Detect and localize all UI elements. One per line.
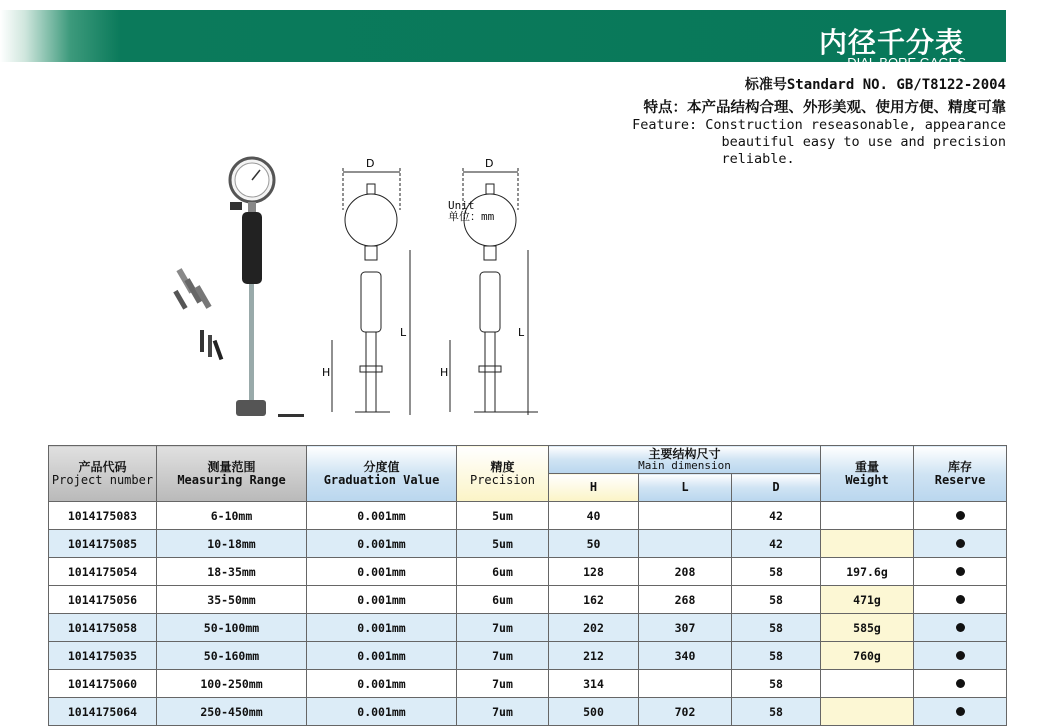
- cell-prec: 7um: [457, 614, 549, 642]
- cell-grad: 0.001mm: [307, 502, 457, 530]
- product-drawing: [160, 150, 560, 430]
- cell-d: 42: [732, 530, 821, 558]
- cell-weight: [821, 698, 914, 726]
- cell-l: 268: [639, 586, 732, 614]
- header-d: D: [732, 474, 821, 502]
- header-h: H: [549, 474, 639, 502]
- cell-reserve: [914, 670, 1007, 698]
- cell-l: [639, 530, 732, 558]
- cell-code: 1014175060: [49, 670, 157, 698]
- cell-l: 307: [639, 614, 732, 642]
- cell-range: 6-10mm: [157, 502, 307, 530]
- feature-en-line-3: reliable.: [721, 151, 795, 167]
- cell-code: 1014175058: [49, 614, 157, 642]
- cell-grad: 0.001mm: [307, 698, 457, 726]
- cell-reserve: [914, 558, 1007, 586]
- cell-reserve: [914, 698, 1007, 726]
- unit-label: [448, 200, 494, 222]
- table-row: [49, 642, 1007, 670]
- cell-h: 212: [549, 642, 639, 670]
- cell-reserve: [914, 502, 1007, 530]
- table-row: [49, 502, 1007, 530]
- cell-weight: 197.6g: [821, 558, 914, 586]
- cell-l: [639, 670, 732, 698]
- cell-weight: [821, 670, 914, 698]
- in-stock-dot: [956, 595, 965, 604]
- cell-h: 500: [549, 698, 639, 726]
- cell-prec: 5um: [457, 530, 549, 558]
- cell-range: 50-100mm: [157, 614, 307, 642]
- cell-h: 128: [549, 558, 639, 586]
- cell-range: 50-160mm: [157, 642, 307, 670]
- table-row: [49, 670, 1007, 698]
- cell-code: 1014175054: [49, 558, 157, 586]
- in-stock-dot: [956, 679, 965, 688]
- cell-d: 58: [732, 558, 821, 586]
- cell-reserve: [914, 530, 1007, 558]
- standard-number: 标准号Standard NO. GB/T8122-2004: [744, 77, 1006, 93]
- unit-cn: 单位：mm: [448, 210, 495, 223]
- cell-h: 40: [549, 502, 639, 530]
- title-cn: 内径千分表: [818, 26, 964, 59]
- cell-l: 702: [639, 698, 732, 726]
- cell-h: 202: [549, 614, 639, 642]
- cell-d: 58: [732, 614, 821, 642]
- cell-range: 100-250mm: [157, 670, 307, 698]
- cell-code: 1014175064: [49, 698, 157, 726]
- feature-en-line-1: Feature: Construction reseasonable, appearance: [632, 117, 1006, 133]
- cell-range: 10-18mm: [157, 530, 307, 558]
- in-stock-dot: [956, 567, 965, 576]
- cell-weight: 760g: [821, 642, 914, 670]
- cell-d: 58: [732, 698, 821, 726]
- drawing2-label-d: D: [485, 157, 494, 170]
- cell-l: [639, 502, 732, 530]
- header-reserve: 库存 Reserve: [914, 446, 1007, 502]
- cell-weight: 471g: [821, 586, 914, 614]
- accessory-rods: [173, 268, 223, 360]
- cell-reserve: [914, 642, 1007, 670]
- cell-code: 1014175035: [49, 642, 157, 670]
- cell-grad: 0.001mm: [307, 558, 457, 586]
- cell-prec: 7um: [457, 670, 549, 698]
- cell-prec: 6um: [457, 558, 549, 586]
- title-en: DIAL BORE GAGES: [847, 55, 966, 70]
- cell-reserve: [914, 614, 1007, 642]
- header-code: 产品代码 Project number: [49, 446, 157, 502]
- cell-d: 58: [732, 642, 821, 670]
- drawing2-label-h: H: [440, 366, 449, 379]
- cell-code: 1014175085: [49, 530, 157, 558]
- feature-en-line-2: beautiful easy to use and precision: [721, 134, 1006, 150]
- cell-range: 18-35mm: [157, 558, 307, 586]
- cell-d: 58: [732, 670, 821, 698]
- header-weight: 重量 Weight: [821, 446, 914, 502]
- cell-grad: 0.001mm: [307, 614, 457, 642]
- cell-code: 1014175056: [49, 586, 157, 614]
- header-precision: 精度 Precision: [457, 446, 549, 502]
- feature-cn: 特点：本产品结构合理、外形美观、使用方便、精度可靠: [643, 100, 1006, 116]
- cell-h: 314: [549, 670, 639, 698]
- header-main-dimension: 主要结构尺寸 Main dimension: [549, 446, 821, 474]
- cell-range: 35-50mm: [157, 586, 307, 614]
- cell-reserve: [914, 586, 1007, 614]
- gauge-photo: [230, 158, 304, 417]
- header-graduation: 分度值 Graduation Value: [307, 446, 457, 502]
- header-banner: [0, 10, 1006, 70]
- cell-weight: [821, 502, 914, 530]
- cell-l: 208: [639, 558, 732, 586]
- drawing2-label-l: L: [518, 326, 525, 339]
- unit-en: Unit: [448, 199, 475, 212]
- cell-prec: 6um: [457, 586, 549, 614]
- spec-table-body: [49, 502, 1007, 726]
- cell-d: 58: [732, 586, 821, 614]
- in-stock-dot: [956, 707, 965, 716]
- in-stock-dot: [956, 651, 965, 660]
- table-row: [49, 530, 1007, 558]
- in-stock-dot: [956, 623, 965, 632]
- feature-en: [632, 117, 1006, 168]
- cell-grad: 0.001mm: [307, 670, 457, 698]
- cell-prec: 7um: [457, 698, 549, 726]
- cell-grad: 0.001mm: [307, 642, 457, 670]
- cell-prec: 5um: [457, 502, 549, 530]
- cell-grad: 0.001mm: [307, 530, 457, 558]
- table-row: [49, 586, 1007, 614]
- in-stock-dot: [956, 539, 965, 548]
- table-row: [49, 614, 1007, 642]
- drawing1-label-l: L: [400, 326, 407, 339]
- drawing1-label-h: H: [322, 366, 331, 379]
- table-row: [49, 558, 1007, 586]
- cell-weight: 585g: [821, 614, 914, 642]
- cell-range: 250-450mm: [157, 698, 307, 726]
- cell-h: 50: [549, 530, 639, 558]
- cell-code: 1014175083: [49, 502, 157, 530]
- drawing1-label-d: D: [366, 157, 375, 170]
- cell-grad: 0.001mm: [307, 586, 457, 614]
- cell-d: 42: [732, 502, 821, 530]
- in-stock-dot: [956, 511, 965, 520]
- cell-weight: [821, 530, 914, 558]
- header-l: L: [639, 474, 732, 502]
- table-row: [49, 698, 1007, 726]
- header-range: 测量范围 Measuring Range: [157, 446, 307, 502]
- technical-drawing-1: [332, 168, 410, 415]
- cell-l: 340: [639, 642, 732, 670]
- cell-prec: 7um: [457, 642, 549, 670]
- cell-h: 162: [549, 586, 639, 614]
- spec-table: [48, 445, 1007, 726]
